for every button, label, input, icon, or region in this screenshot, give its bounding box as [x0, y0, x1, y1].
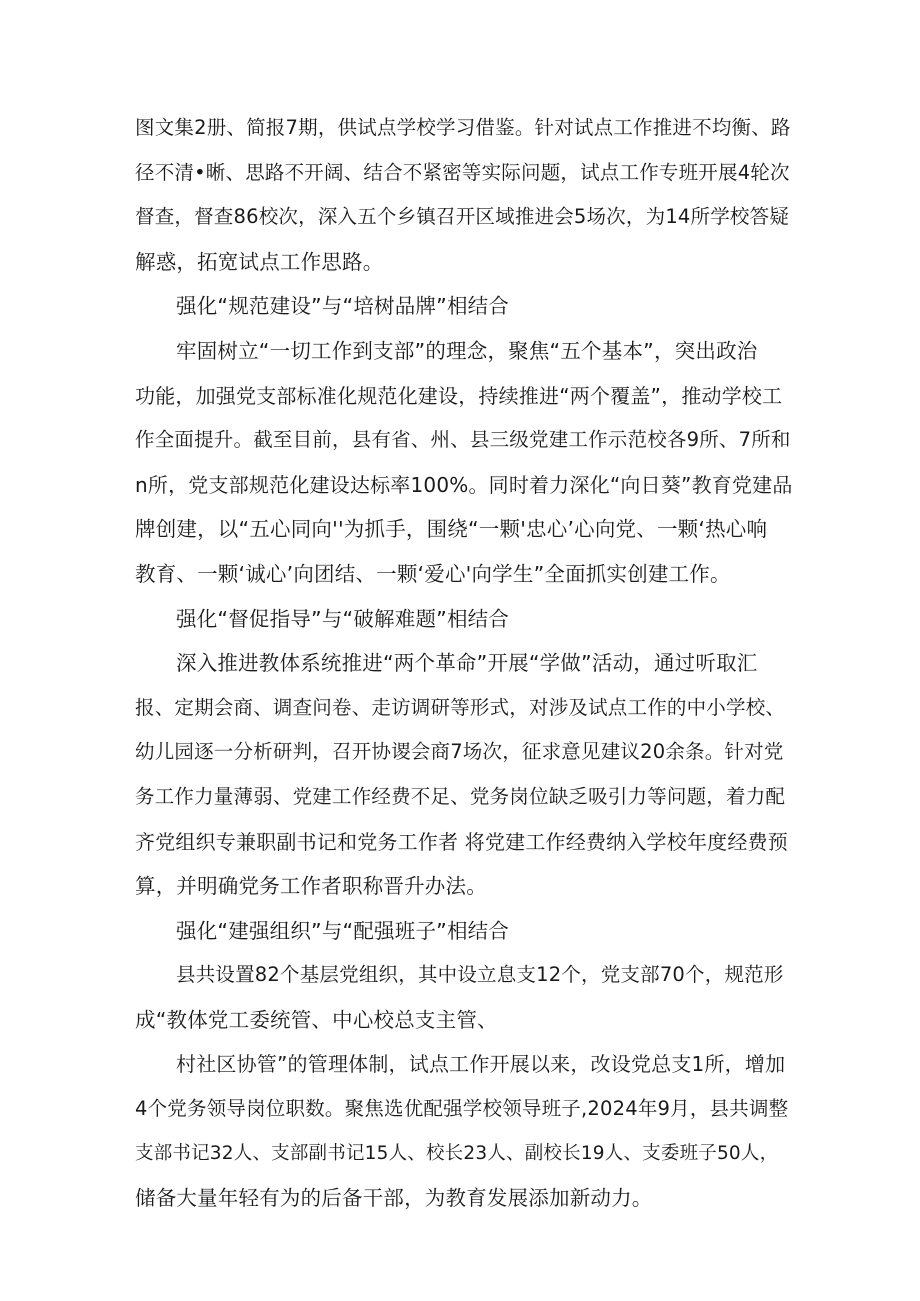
text-line: n所，党支部规范化建设达标率100%。同时着力深化“向日葵”教育党建品 — [135, 472, 793, 497]
text-line: 督查，督查86校次，深入五个乡镇召开区域推进会5场次，为14所学校答疑 — [135, 205, 790, 229]
text-line: 齐党组织专兼职副书记和党务工作者 将党建工作经费纳入学校年度经费预 — [135, 829, 788, 854]
text-line: 教育、一颗‘诚心’向团结、一颗‘爱心'向学生”全面抓实创建工作。 — [135, 561, 731, 586]
text-line: 牌创建，以“五心同向''为抓手，围绕“一颗'忠心’心向党、一颗‘热心响 — [135, 517, 768, 542]
section-heading: 强化“督促指导”与“破解难题”相结合 — [176, 606, 510, 631]
document-body — [135, 106, 795, 1221]
text-line: 作全面提升。截至目前，县有省、州、县三级党建工作示范校各9所、7所和 — [135, 428, 791, 452]
text-line: 图文集2册、简报7期，供试点学校学习借鉴。针对试点工作推进不均衡、路 — [135, 116, 791, 139]
paragraph-first-line: 深入推进教体系统推进“两个革命”开展“学做”活动，通过听取汇 — [176, 651, 758, 676]
text-line: 算，并明确党务工作者职称晋升办法。 — [135, 874, 487, 899]
text-line: 4个党务领导岗位职数。聚焦选优配强学校领导班子,2024年9月，县共调整 — [135, 1097, 789, 1121]
text-line: 报、定期会商、调查问卷、走访调研等形式，对涉及试点工作的中小学校、 — [135, 695, 786, 719]
text-line: 成“教体党工委统管、中心校总支主管、 — [135, 1007, 498, 1032]
text-line: 务工作力量薄弱、党建工作经费不足、党务岗位缺乏吸引力等问题，着力配 — [135, 784, 786, 808]
section-heading: 强化“规范建设”与“培树品牌”相结合 — [176, 294, 510, 319]
text-line: 储备大量年轻有为的后备干部，为教育发展添加新动力。 — [135, 1186, 653, 1211]
text-line: 支部书记32人、支部副书记15人、校长23人、副校长19人、支委班子50人， — [135, 1142, 779, 1164]
text-line: 解惑，拓宽试点工作思路。 — [135, 249, 384, 274]
text-line: 功能，加强党支部标准化规范化建设，持续推进“两个覆盖”，推动学校工 — [135, 383, 783, 408]
text-line: 径不清•晰、思路不开阔、结合不紧密等实际问题，试点工作专班开展4轮次 — [135, 160, 790, 184]
text-line: 幼儿园逐一分析研判，召开协谡会商7场次，征求意见建议20余条。针对党 — [135, 740, 784, 764]
paragraph-first-line: 牢固树立“一切工作到支部”的理念，聚焦“五个基本”，突出政治 — [176, 338, 758, 363]
paragraph-first-line: 村社区协管”的管理体制，试点工作开展以来，改设党总支1所，增加 — [176, 1052, 786, 1077]
section-heading: 强化“建强组织”与“配强班子”相结合 — [176, 918, 510, 943]
paragraph-first-line: 县共设置82个基层党组织，其中设立息支12个，党支部70个，规范形 — [176, 963, 784, 987]
